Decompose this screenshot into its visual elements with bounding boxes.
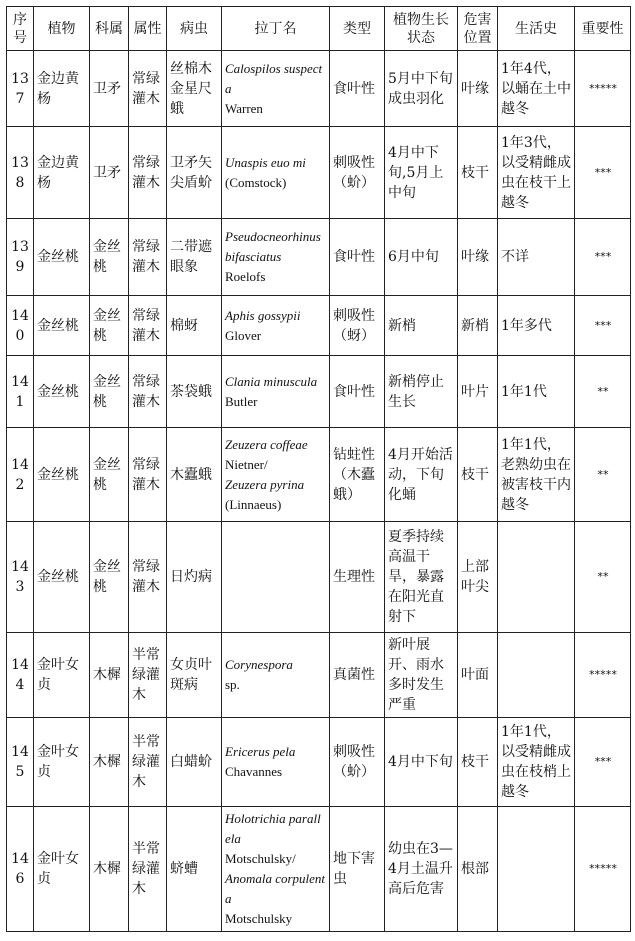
attribute-cell: 常绿灌木 (129, 296, 167, 356)
table-row (7, 296, 631, 356)
pest-cell: 二带遮眼象 (167, 219, 222, 296)
importance-cell: ** (575, 522, 631, 633)
plant-cell: 金边黄杨 (34, 127, 90, 219)
pest-cell: 木蠹蛾 (167, 428, 222, 522)
type-cell: 刺吸性（蚧） (330, 127, 385, 219)
importance-cell: *** (575, 219, 631, 296)
row-number-cell: 141 (7, 356, 34, 428)
plant-cell: 金叶女贞 (34, 633, 90, 718)
plant-cell: 金边黄杨 (34, 51, 90, 127)
family-cell: 金丝桃 (90, 296, 129, 356)
family-cell: 金丝桃 (90, 219, 129, 296)
table-row (7, 718, 631, 807)
row-number-cell: 146 (7, 807, 34, 932)
damage-position-cell: 叶片 (458, 356, 498, 428)
attribute-cell: 半常绿灌木 (129, 718, 167, 807)
damage-position-cell: 叶缘 (458, 51, 498, 127)
table-row (7, 428, 631, 522)
type-cell: 钻蛀性（木蠹蛾） (330, 428, 385, 522)
damage-position-cell: 枝干 (458, 718, 498, 807)
latin-name-cell (222, 807, 330, 932)
life-history-cell: 不详 (498, 219, 575, 296)
importance-cell: ***** (575, 807, 631, 932)
latin-author: Chavannes (225, 764, 283, 779)
pest-cell: 女贞叶斑病 (167, 633, 222, 718)
attribute-cell: 半常绿灌木 (129, 633, 167, 718)
attribute-cell: 半常绿灌木 (129, 807, 167, 932)
damage-position-cell: 上部叶尖 (458, 522, 498, 633)
type-cell: 地下害虫 (330, 807, 385, 932)
attribute-cell: 常绿灌木 (129, 127, 167, 219)
damage-position-cell: 枝干 (458, 428, 498, 522)
latin-author: Glover (225, 327, 262, 343)
growth-state-cell: 4月中下旬,5月上中旬 (385, 127, 458, 219)
pest-cell: 卫矛矢尖盾蚧 (167, 127, 222, 219)
latin-genus-species: Zeuzera coffeae (225, 436, 308, 452)
latin-name-cell (222, 718, 330, 807)
family-cell: 木樨 (90, 807, 129, 932)
pest-cell: 白蜡蚧 (167, 718, 222, 807)
header-cell: 危害位置 (458, 7, 498, 51)
header-cell: 拉丁名 (222, 7, 330, 51)
header-cell: 科属 (90, 7, 129, 51)
row-number-cell: 145 (7, 718, 34, 807)
importance-cell: ** (575, 428, 631, 522)
family-cell: 卫矛 (90, 51, 129, 127)
latin-name-cell (222, 633, 330, 718)
latin-name-cell (222, 127, 330, 219)
plant-cell: 金丝桃 (34, 428, 90, 522)
importance-cell: *** (575, 718, 631, 807)
family-cell: 卫矛 (90, 127, 129, 219)
latin-genus-species: Ericerus pela (225, 744, 296, 759)
growth-state-cell: 4月开始活动，下旬化蛹 (385, 428, 458, 522)
life-history-cell: 1年4代，以蛹在土中越冬 (498, 51, 575, 127)
pest-cell: 蛴螬 (167, 807, 222, 932)
latin-genus-species: Clania minuscula (225, 373, 318, 389)
attribute-cell: 常绿灌木 (129, 51, 167, 127)
latin-genus-species: Aphis gossypii (225, 307, 301, 323)
latin-author: Motschulsky (225, 911, 293, 926)
life-history-cell: 1年1代，老熟幼虫在被害枝干内越冬 (498, 428, 575, 522)
type-cell: 食叶性 (330, 219, 385, 296)
table-row (7, 219, 631, 296)
table-row (7, 807, 631, 932)
latin-author: (Comstock) (225, 174, 287, 190)
growth-state-cell: 新梢停止生长 (385, 356, 458, 428)
latin-genus-species: Corynespora (225, 657, 293, 672)
family-cell: 金丝桃 (90, 356, 129, 428)
table-header-row (7, 7, 631, 51)
life-history-cell: 1年3代，以受精雌成虫在枝干上越冬 (498, 127, 575, 219)
table-row (7, 356, 631, 428)
latin-author: Butler (225, 393, 258, 409)
plant-cell: 金叶女贞 (34, 807, 90, 932)
family-cell: 木樨 (90, 633, 129, 718)
growth-state-cell: 新梢 (385, 296, 458, 356)
type-cell: 食叶性 (330, 356, 385, 428)
pest-cell: 棉蚜 (167, 296, 222, 356)
life-history-cell (498, 633, 575, 718)
row-number-cell: 140 (7, 296, 34, 356)
row-number-cell: 142 (7, 428, 34, 522)
latin-genus-species: Holotrichia parallela (225, 811, 321, 846)
damage-position-cell: 枝干 (458, 127, 498, 219)
header-cell: 属性 (129, 7, 167, 51)
latin-name-cell (222, 428, 330, 522)
plant-cell: 金丝桃 (34, 219, 90, 296)
header-cell: 生活史 (498, 7, 575, 51)
importance-cell: ***** (575, 633, 631, 718)
header-cell: 重要性 (575, 7, 631, 51)
attribute-cell: 常绿灌木 (129, 219, 167, 296)
latin-name-cell (222, 219, 330, 296)
family-cell: 木樨 (90, 718, 129, 807)
growth-state-cell: 幼虫在3—4月土温升高后危害 (385, 807, 458, 932)
family-cell: 金丝桃 (90, 428, 129, 522)
table-row (7, 127, 631, 219)
plant-cell: 金丝桃 (34, 296, 90, 356)
pest-table (6, 6, 631, 932)
damage-position-cell: 根部 (458, 807, 498, 932)
latin-author: (Linnaeus) (225, 496, 282, 512)
latin-name-cell (222, 296, 330, 356)
row-number-cell: 139 (7, 219, 34, 296)
life-history-cell: 1年多代 (498, 296, 575, 356)
family-cell: 金丝桃 (90, 522, 129, 633)
row-number-cell: 143 (7, 522, 34, 633)
header-cell: 类型 (330, 7, 385, 51)
growth-state-cell: 6月中旬 (385, 219, 458, 296)
growth-state-cell: 5月中下旬成虫羽化 (385, 51, 458, 127)
pest-cell: 丝棉木金星尺蛾 (167, 51, 222, 127)
latin-name-cell (222, 522, 330, 633)
life-history-cell (498, 522, 575, 633)
latin-genus-species: Unaspis euo mi (225, 154, 306, 170)
attribute-cell: 常绿灌木 (129, 522, 167, 633)
header-cell: 植物 (34, 7, 90, 51)
table-row (7, 522, 631, 633)
damage-position-cell: 叶面 (458, 633, 498, 718)
latin-author: sp. (225, 677, 240, 692)
latin-author: Roelofs (225, 269, 266, 284)
importance-cell: ** (575, 356, 631, 428)
damage-position-cell: 叶缘 (458, 219, 498, 296)
header-cell: 病虫 (167, 7, 222, 51)
life-history-cell: 1年1代 (498, 356, 575, 428)
damage-position-cell: 新梢 (458, 296, 498, 356)
type-cell: 刺吸性（蚧） (330, 718, 385, 807)
type-cell: 生理性 (330, 522, 385, 633)
growth-state-cell: 夏季持续高温干旱，暴露在阳光直射下 (385, 522, 458, 633)
table-row (7, 51, 631, 127)
latin-genus-species: Pseudocneorhinus bifasciatus (225, 229, 321, 264)
importance-cell: *** (575, 296, 631, 356)
latin-genus-species: Zeuzera pyrina (225, 476, 305, 492)
row-number-cell: 137 (7, 51, 34, 127)
pest-cell: 茶袋蛾 (167, 356, 222, 428)
attribute-cell: 常绿灌木 (129, 428, 167, 522)
latin-name-cell (222, 356, 330, 428)
latin-genus-species: Calospilos suspecta (225, 60, 323, 96)
latin-author: Warren (225, 100, 263, 116)
life-history-cell: 1年1代，以受精雌成虫在枝梢上越冬 (498, 718, 575, 807)
plant-cell: 金丝桃 (34, 522, 90, 633)
type-cell: 真菌性 (330, 633, 385, 718)
latin-genus-species: Anomala corpulenta (225, 871, 326, 906)
type-cell: 食叶性 (330, 51, 385, 127)
latin-author: Motschulsky/ (225, 851, 296, 866)
importance-cell: *** (575, 127, 631, 219)
importance-cell: ***** (575, 51, 631, 127)
growth-state-cell: 4月中下旬 (385, 718, 458, 807)
header-cell: 序号 (7, 7, 34, 51)
pest-cell: 日灼病 (167, 522, 222, 633)
type-cell: 刺吸性（蚜） (330, 296, 385, 356)
latin-name-cell (222, 51, 330, 127)
table-row (7, 633, 631, 718)
life-history-cell (498, 807, 575, 932)
row-number-cell: 138 (7, 127, 34, 219)
growth-state-cell: 新叶展开、雨水多时发生严重 (385, 633, 458, 718)
plant-cell: 金丝桃 (34, 356, 90, 428)
header-cell: 植物生长状态 (385, 7, 458, 51)
plant-cell: 金叶女贞 (34, 718, 90, 807)
attribute-cell: 常绿灌木 (129, 356, 167, 428)
row-number-cell: 144 (7, 633, 34, 718)
latin-author: Nietner/ (225, 456, 268, 472)
